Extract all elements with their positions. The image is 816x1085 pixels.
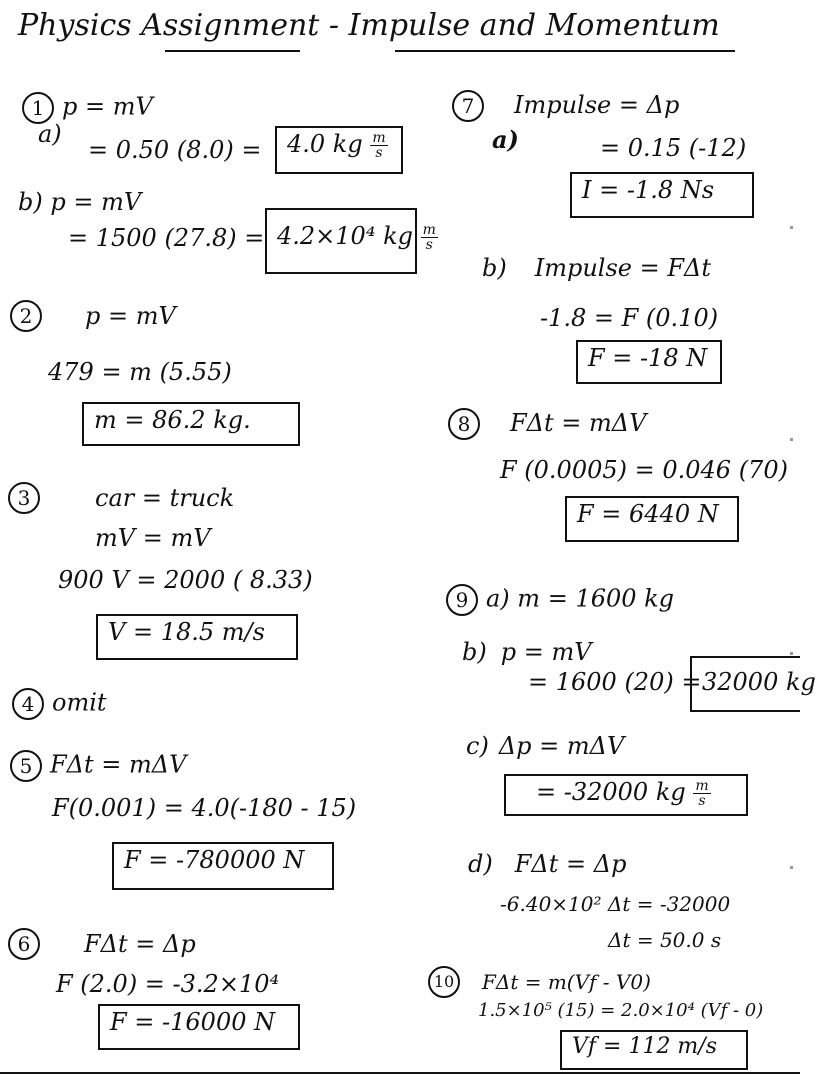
problem-5-work: F(0.001) = 4.0(-180 - 15): [52, 794, 357, 822]
problem-9d-line1: -6.40×10² Δt = -32000: [500, 892, 731, 916]
problem-number: 8: [448, 408, 480, 440]
title-underline: [165, 50, 300, 52]
problem-5-header: [10, 750, 186, 782]
problem-number: 5: [10, 750, 42, 782]
equation: Impulse = Δp: [514, 90, 680, 119]
problem-6-answer: F = -16000 N: [98, 1004, 300, 1050]
problem-1b-work: = 1500 (27.8) =: [68, 224, 265, 252]
edge-mark: [790, 652, 793, 655]
problem-1a-answer: 4.0 kg $\frac{m}{s}$: [275, 126, 403, 174]
problem-number: 6: [8, 928, 40, 960]
problem-1a-work: = 0.50 (8.0) =: [88, 136, 262, 164]
problem-9b-work: = 1600 (20) =: [528, 668, 702, 696]
problem-1b-header: b) p = mV: [18, 188, 142, 216]
edge-mark: [790, 438, 793, 441]
problem-3-header: [8, 482, 48, 514]
problem-4: [12, 688, 107, 720]
title-underline: [395, 50, 735, 52]
problem-9b-header: b) p = mV: [462, 638, 592, 666]
problem-number: 10: [428, 966, 460, 998]
problem-7-header: [452, 90, 679, 122]
problem-7a-label: a): [492, 125, 519, 154]
problem-7b-header: b) Impulse = FΔt: [482, 254, 711, 282]
problem-number: 4: [12, 688, 44, 720]
bottom-rule: [0, 1072, 800, 1074]
problem-8-work: F (0.0005) = 0.046 (70): [500, 456, 788, 484]
equation: FΔt = mΔV: [510, 408, 647, 437]
problem-number: 3: [8, 482, 40, 514]
equation: FΔt = m(Vf - V0): [482, 969, 651, 994]
problem-6-header: [8, 928, 48, 960]
problem-2-header: [10, 300, 50, 332]
problem-10-work: 1.5×10⁵ (15) = 2.0×10⁴ (Vf - 0): [478, 1000, 764, 1021]
problem-7a-answer: I = -1.8 Ns: [570, 172, 754, 218]
problem-number: 2: [10, 300, 42, 332]
problem-1b-answer: 4.2×10⁴ kg $\frac{m}{s}$: [265, 208, 417, 274]
problem-2-answer: m = 86.2 kg.: [82, 402, 300, 446]
page-title: Physics Assignment - Impulse and Momentum: [18, 8, 720, 43]
problem-9b-answer: 32000 kg: [690, 656, 800, 712]
problem-7a-work: = 0.15 (-12): [600, 134, 747, 162]
omit-text: omit: [52, 688, 107, 717]
problem-8-answer: F = 6440 N: [565, 496, 739, 542]
problem-9c-answer: = -32000 kg $\frac{m}{s}$: [504, 774, 748, 816]
problem-7b-answer: F = -18 N: [576, 340, 722, 384]
problem-3-answer: V = 18.5 m/s: [96, 614, 298, 660]
edge-mark: [790, 226, 793, 229]
problem-9c-header: c) Δp = mΔV: [466, 732, 625, 760]
problem-3-line2: mV = mV: [95, 524, 211, 552]
problem-3-line1: car = truck: [95, 484, 235, 512]
problem-2-equation: p = mV: [85, 302, 176, 330]
equation: FΔt = mΔV: [50, 750, 187, 779]
problem-3-line3: 900 V = 2000 ( 8.33): [58, 566, 313, 594]
problem-9d-line2: Δt = 50.0 s: [608, 928, 722, 952]
problem-2-work: 479 = m (5.55): [48, 358, 232, 386]
problem-8-header: [448, 408, 646, 440]
problem-number: 7: [452, 90, 484, 122]
problem-1a-label: a): [38, 120, 62, 148]
problem-9-header: [446, 584, 674, 616]
problem-9a-work: a) m = 1600 kg: [486, 584, 675, 613]
problem-10-header: [428, 966, 651, 998]
problem-10-answer: Vf = 112 m/s: [560, 1030, 748, 1070]
problem-6-equation: FΔt = Δp: [84, 930, 196, 958]
problem-6-work: F (2.0) = -3.2×10⁴: [56, 970, 280, 998]
problem-5-answer: F = -780000 N: [112, 842, 334, 890]
problem-7b-work: -1.8 = F (0.10): [540, 304, 719, 332]
edge-mark: [790, 866, 793, 869]
problem-number: 1: [22, 92, 54, 124]
problem-number: 9: [446, 584, 478, 616]
equation: p = mV: [62, 92, 153, 121]
problem-9d-header: d) FΔt = Δp: [468, 850, 627, 878]
